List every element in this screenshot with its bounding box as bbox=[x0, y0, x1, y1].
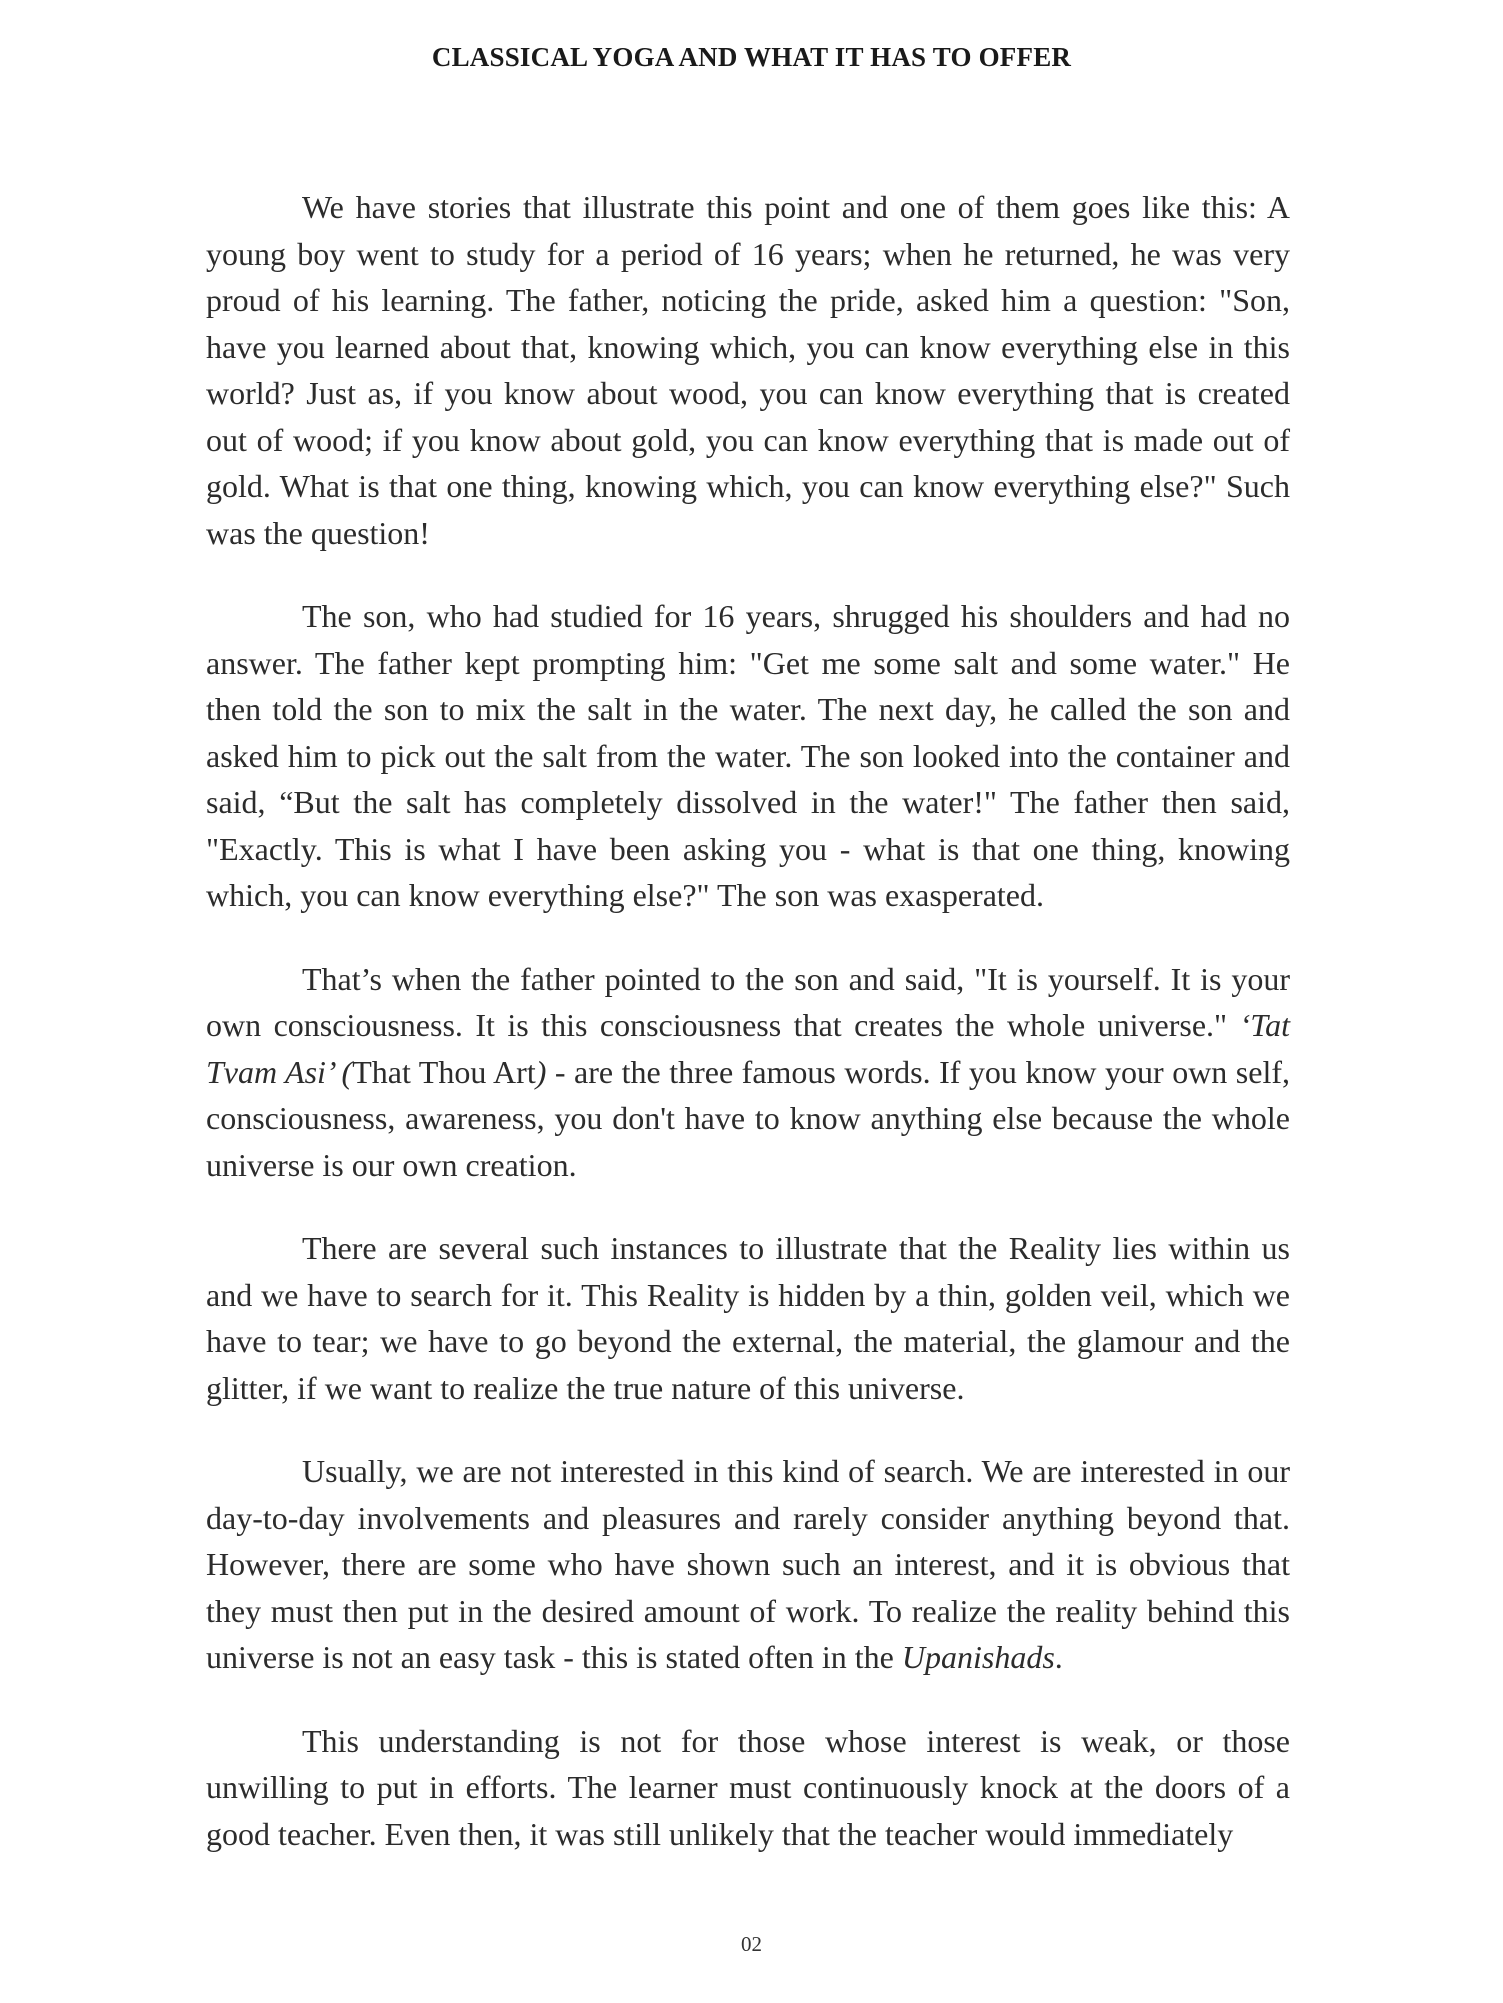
paragraph-3-text-a: That’s when the father pointed to the son and said, "It is yourself. It is your own consciousness. It is this consciousness that creates the whole universe." bbox=[206, 960, 1290, 1043]
paragraph-1: We have stories that illustrate this point and one of them goes like this: A young boy went to study for a period of 16 years; when he returned, he was very proud of his learning. The father, noticing the pride, asked him a question: "Son, have you learned about that, knowing which, you can know everything else in this world? Just as, if you know about wood, you can know everything that is created out of wood; if you know about gold, you can know everything that is made out of gold. What is that one thing, knowing which, you can know everything else?" Such was the question! bbox=[206, 189, 1290, 551]
paragraph-3 bbox=[206, 956, 1290, 1189]
paragraph-5-text-a: Usually, we are not interested in this kind of search. We are interested in our day-to-day involvements and pleasures and rarely consider anything beyond that. However, there are some who have shown such an interest, and it is obvious that they must then put in the desired amount of work. To realize the reality behind this universe is not an easy task - this is stated often in the bbox=[206, 1453, 1290, 1675]
body-text bbox=[206, 184, 1290, 1894]
paragraph-4: There are several such instances to illustrate that the Reality lies within us and we have to search for it. This Reality is hidden by a thin, golden veil, which we have to tear; we have to go beyond the external, the material, the glamour and the glitter, if we want to realize the true nature of this universe. bbox=[206, 1230, 1290, 1406]
paragraph-6: This understanding is not for those whose interest is weak, or those unwilling to put in efforts. The learner must continuously knock at the doors of a good teacher. Even then, it was still unlikely that the teacher would immediately bbox=[206, 1722, 1290, 1852]
paragraph-3-italic-b: ) bbox=[535, 1053, 547, 1090]
paragraph-3-text-b: That Thou Art bbox=[352, 1053, 536, 1090]
paragraph-5-text-b: . bbox=[1054, 1639, 1063, 1675]
paragraph-5 bbox=[206, 1448, 1290, 1681]
page-title: CLASSICAL YOGA AND WHAT IT HAS TO OFFER bbox=[431, 42, 1072, 72]
paragraph-3-italic-a: ‘Tat Tvam Asi’ ( bbox=[206, 1007, 1290, 1090]
paragraph-5-italic-a: Upanishads bbox=[901, 1639, 1055, 1675]
paragraph-2: The son, who had studied for 16 years, shrugged his shoulders and had no answer. The father kept prompting him: "Get me some salt and some water." He then told the son to mix the salt in the water. The next day, he called the son and asked him to pick out the salt from the water. The son looked into the container and said, “But the salt has completely dissolved in the water!" The father then said, "Exactly. This is what I have been asking you - what is that one thing, knowing which, you can know everything else?" The son was exasperated. bbox=[206, 598, 1290, 913]
paragraph-3-text-c: - are the three famous words. If you know your own self, consciousness, awareness, you don't have to know anything else because the whole universe is our own creation. bbox=[206, 1053, 1291, 1183]
page-number: 02 bbox=[741, 1932, 762, 1956]
